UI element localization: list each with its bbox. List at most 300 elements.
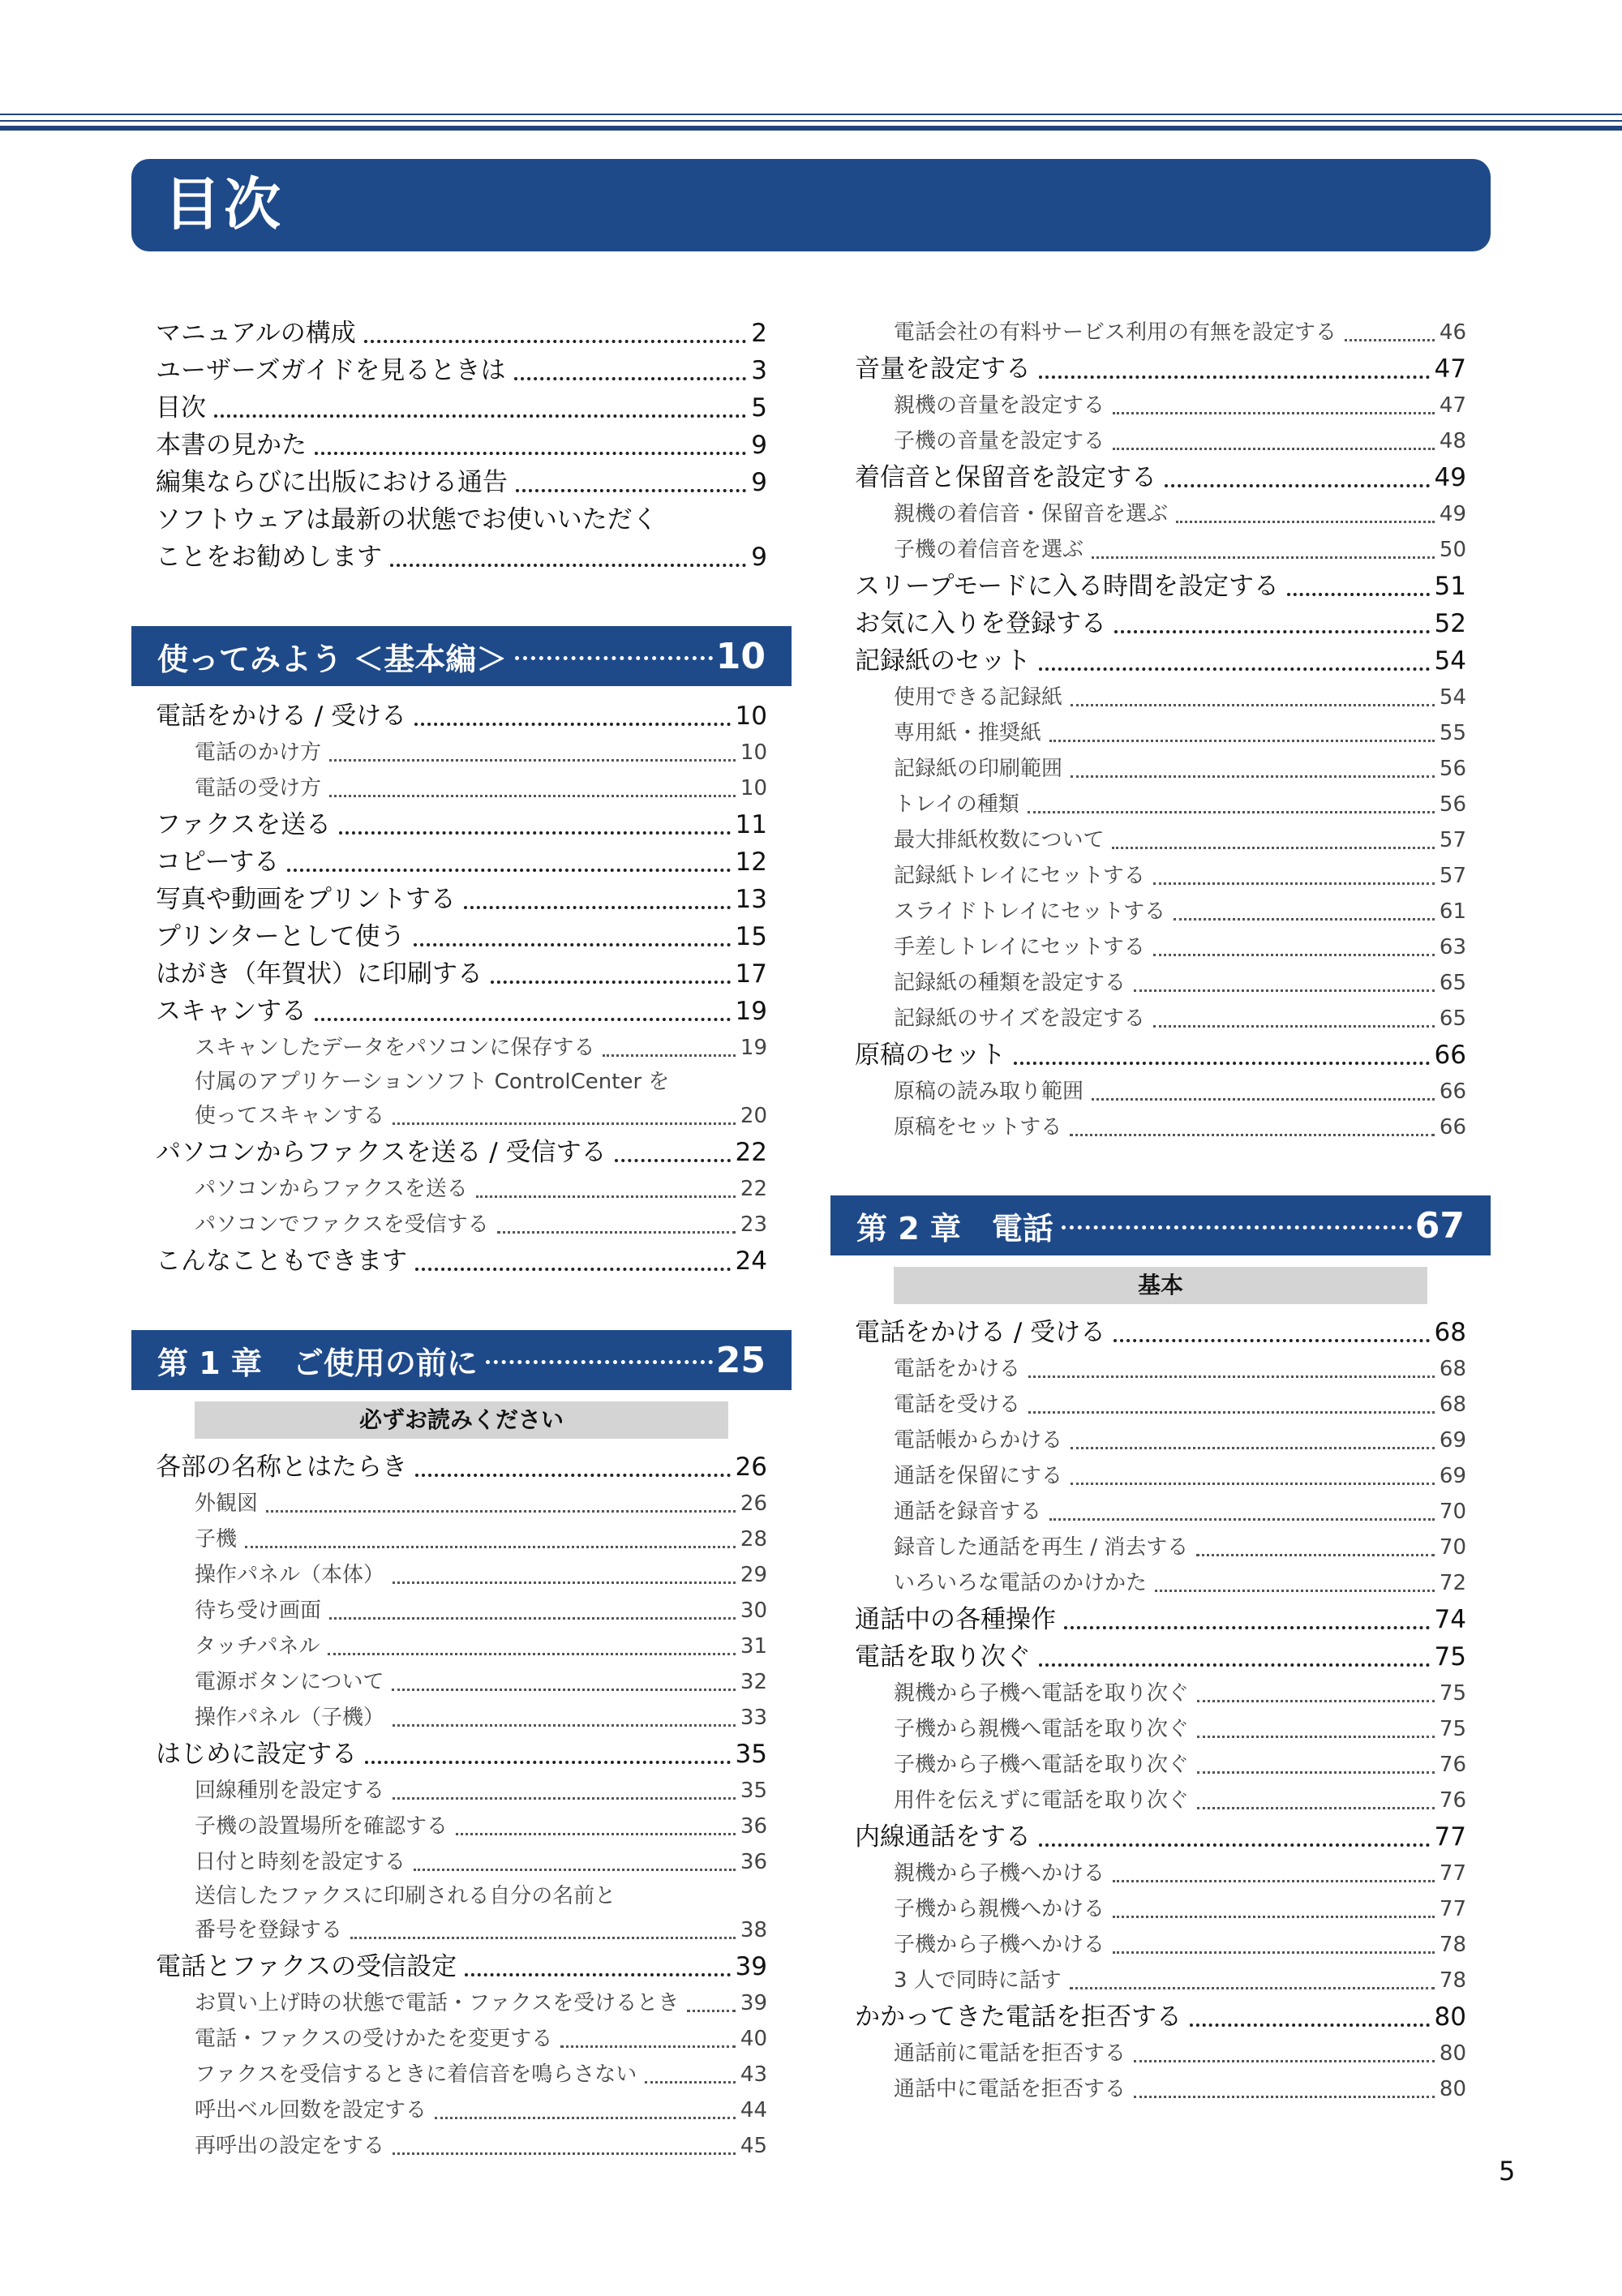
toc-entry-page: 22 bbox=[735, 1138, 767, 1167]
toc-entry-title: 原稿をセットする bbox=[894, 1115, 1062, 1139]
toc-entry-title: コピーする bbox=[156, 848, 280, 877]
toc-entry-title: マニュアルの構成 bbox=[156, 319, 356, 348]
toc-entry-title: ファクスを送る bbox=[156, 810, 332, 839]
dot-leader bbox=[514, 377, 747, 380]
toc-entry-page: 61 bbox=[1439, 899, 1466, 924]
toc-entry[interactable] bbox=[830, 388, 1491, 423]
dot-leader bbox=[1197, 1771, 1435, 1774]
toc-entry-page: 57 bbox=[1439, 864, 1466, 888]
header-rule-thin-2 bbox=[0, 120, 1622, 122]
toc-entry[interactable] bbox=[830, 1856, 1491, 1891]
toc-entry[interactable] bbox=[131, 464, 792, 501]
toc-entry[interactable] bbox=[131, 352, 792, 389]
dot-leader bbox=[1028, 811, 1435, 813]
toc-entry-title: 操作パネル（本体） bbox=[195, 1563, 385, 1587]
toc-entry-page: 39 bbox=[735, 1952, 767, 1981]
dot-leader bbox=[393, 1724, 736, 1727]
toc-entry-title: 電話を取り次ぐ bbox=[855, 1642, 1031, 1672]
dot-leader bbox=[476, 1195, 736, 1198]
section2-entries-b bbox=[131, 1948, 792, 2164]
right-entries-a bbox=[830, 315, 1491, 1145]
dot-leader bbox=[328, 1653, 735, 1655]
toc-entry-title: トレイの種類 bbox=[894, 792, 1019, 817]
toc-entry-page: 68 bbox=[1439, 1357, 1466, 1381]
toc-entry[interactable] bbox=[131, 1486, 792, 1521]
toc-entry-page: 46 bbox=[1439, 320, 1466, 345]
title-banner bbox=[131, 159, 1491, 251]
toc-entry[interactable] bbox=[131, 1098, 792, 1134]
toc-entry-page: 78 bbox=[1439, 1968, 1466, 1993]
section-title: 使ってみよう ＜基本編＞ bbox=[157, 641, 508, 677]
toc-entry[interactable] bbox=[131, 2128, 792, 2164]
toc-entry-line1: ソフトウェアは最新の状態でお使いいただく bbox=[156, 505, 658, 534]
section-page: 25 bbox=[715, 1339, 766, 1381]
toc-entry[interactable] bbox=[131, 539, 792, 576]
toc-entry-page: 19 bbox=[735, 997, 767, 1026]
toc-entry-page: 19 bbox=[740, 1036, 767, 1060]
toc-entry[interactable] bbox=[131, 993, 792, 1030]
section-header[interactable] bbox=[131, 1330, 792, 1390]
dot-leader bbox=[486, 1349, 713, 1364]
toc-entry[interactable] bbox=[131, 1809, 792, 1844]
dot-leader bbox=[1070, 1134, 1435, 1136]
toc-entry-page: 78 bbox=[1439, 1933, 1466, 1957]
dot-leader bbox=[329, 1617, 736, 1620]
toc-entry[interactable] bbox=[830, 1783, 1491, 1818]
toc-entry-title: 通話を保留にする bbox=[894, 1464, 1063, 1488]
toc-entry[interactable] bbox=[830, 1036, 1491, 1074]
toc-entry-page: 68 bbox=[1434, 1318, 1466, 1347]
toc-entry-title: 録音した通話を再生 / 消去する bbox=[894, 1535, 1189, 1560]
toc-entry-title: 子機から子機へかける bbox=[894, 1933, 1105, 1957]
toc-entry[interactable] bbox=[830, 787, 1491, 822]
toc-entry-title: 電話をかける / 受ける bbox=[855, 1318, 1106, 1347]
toc-entry[interactable] bbox=[830, 496, 1491, 532]
toc-entry[interactable] bbox=[830, 822, 1491, 858]
toc-entry-title: かかってきた電話を拒否する bbox=[855, 2002, 1182, 2032]
toc-entry-title: パソコンからファクスを送る bbox=[195, 1177, 468, 1201]
dot-leader bbox=[414, 943, 731, 946]
toc-entry[interactable] bbox=[131, 315, 792, 352]
toc-entry-page: 65 bbox=[1439, 971, 1466, 995]
dot-leader bbox=[1114, 630, 1430, 633]
toc-entry-title: 回線種別を設定する bbox=[195, 1779, 385, 1803]
toc-entry[interactable] bbox=[830, 1601, 1491, 1638]
toc-entry[interactable] bbox=[131, 1207, 792, 1242]
toc-entry[interactable] bbox=[830, 965, 1491, 1001]
toc-entry[interactable] bbox=[830, 642, 1491, 680]
toc-entry[interactable] bbox=[131, 1773, 792, 1809]
toc-entry[interactable] bbox=[131, 1700, 792, 1736]
toc-entry-title: いろいろな電話のかけかた bbox=[894, 1571, 1148, 1595]
toc-entry-title: 呼出ベル回数を設定する bbox=[195, 2098, 427, 2122]
toc-entry[interactable] bbox=[830, 1314, 1491, 1351]
toc-entry[interactable] bbox=[131, 1629, 792, 1664]
dot-leader bbox=[515, 645, 713, 660]
toc-entry-page: 44 bbox=[740, 2098, 767, 2122]
dot-leader bbox=[287, 869, 730, 872]
dot-leader bbox=[1071, 1447, 1435, 1449]
dot-leader bbox=[687, 2010, 736, 2012]
dot-leader bbox=[329, 759, 736, 762]
section-header[interactable] bbox=[830, 1195, 1491, 1255]
toc-entry-title: 記録紙のセット bbox=[855, 646, 1031, 676]
toc-entry-title: 電話会社の有料サービス利用の有無を設定する bbox=[894, 320, 1337, 345]
toc-entry-page: 63 bbox=[1439, 935, 1466, 959]
section1-entries-a bbox=[131, 697, 792, 1066]
toc-entry-page: 66 bbox=[1439, 1115, 1466, 1139]
toc-entry[interactable] bbox=[131, 1844, 792, 1880]
section3-entries bbox=[830, 1314, 1491, 2107]
toc-entry[interactable] bbox=[830, 1676, 1491, 1711]
toc-entry[interactable] bbox=[830, 1638, 1491, 1676]
toc-entry-title: お気に入りを登録する bbox=[855, 609, 1106, 638]
dot-leader bbox=[365, 1761, 731, 1764]
toc-entry[interactable] bbox=[131, 770, 792, 806]
section-title: 第 1 章 ご使用の前に bbox=[157, 1345, 478, 1381]
toc-entry-page: 66 bbox=[1439, 1079, 1466, 1104]
toc-entry[interactable] bbox=[830, 1927, 1491, 1963]
dot-leader bbox=[392, 1689, 735, 1691]
toc-entry[interactable] bbox=[830, 1998, 1491, 2036]
toc-entry-title: スキャンする bbox=[156, 997, 307, 1026]
dot-leader bbox=[456, 1833, 736, 1835]
toc-entry-title: 電源ボタンについて bbox=[195, 1670, 384, 1694]
dot-leader bbox=[315, 1018, 731, 1021]
toc-entry-page: 11 bbox=[735, 810, 767, 839]
toc-entry-line1: 送信したファクスに印刷される自分の名前と bbox=[195, 1884, 616, 1908]
dot-leader bbox=[415, 1474, 731, 1477]
dot-leader bbox=[393, 1797, 736, 1800]
dot-leader bbox=[315, 452, 746, 455]
dot-leader bbox=[1196, 1554, 1435, 1556]
toc-entry-page: 29 bbox=[740, 1563, 767, 1587]
toc-entry-page: 80 bbox=[1439, 2077, 1466, 2101]
subhead: 基本 bbox=[894, 1267, 1427, 1304]
dot-leader bbox=[1039, 1843, 1430, 1847]
toc-entry[interactable] bbox=[830, 2036, 1491, 2071]
dot-leader bbox=[1028, 1375, 1435, 1378]
toc-entry-title: 用件を伝えずに電話を取り次ぐ bbox=[894, 1788, 1190, 1813]
toc-entry-page: 35 bbox=[740, 1779, 767, 1803]
section-header[interactable] bbox=[131, 626, 792, 686]
toc-entry-page: 10 bbox=[740, 740, 767, 765]
toc-entry[interactable] bbox=[830, 532, 1491, 568]
toc-entry-page: 9 bbox=[751, 468, 767, 497]
dot-leader bbox=[1039, 376, 1430, 379]
toc-entry-page: 69 bbox=[1439, 1428, 1466, 1453]
toc-entry[interactable] bbox=[131, 2057, 792, 2092]
toc-entry-title: 操作パネル（子機） bbox=[195, 1706, 385, 1730]
toc-entry[interactable] bbox=[830, 315, 1491, 350]
toc-entry[interactable] bbox=[131, 1030, 792, 1066]
toc-entry-title: 記録紙トレイにセットする bbox=[894, 864, 1145, 888]
toc-entry[interactable] bbox=[131, 1664, 792, 1700]
toc-entry[interactable] bbox=[131, 1557, 792, 1593]
toc-entry[interactable] bbox=[131, 389, 792, 427]
toc-entry-title: 電話とファクスの受信設定 bbox=[156, 1952, 457, 1981]
toc-entry-page: 70 bbox=[1439, 1500, 1466, 1524]
dot-leader bbox=[1134, 989, 1435, 992]
toc-entry-page: 55 bbox=[1439, 721, 1466, 745]
toc-entry[interactable] bbox=[131, 1171, 792, 1207]
toc-entry[interactable] bbox=[830, 751, 1491, 787]
toc-entry-title: 子機から親機へかける bbox=[894, 1897, 1105, 1921]
toc-entry[interactable] bbox=[830, 1387, 1491, 1423]
toc-entry[interactable] bbox=[131, 1736, 792, 1773]
toc-entry-page: 77 bbox=[1439, 1861, 1466, 1886]
toc-entry-page: 80 bbox=[1439, 2041, 1466, 2066]
toc-entry-title: 電話・ファクスの受けかたを変更する bbox=[195, 2027, 553, 2051]
toc-entry-title: 子機の音量を設定する bbox=[894, 429, 1105, 453]
spacer bbox=[830, 1145, 1491, 1171]
dot-leader bbox=[414, 723, 730, 726]
toc-entry-page: 9 bbox=[751, 543, 767, 572]
toc-entry-title: プリンターとして使う bbox=[156, 922, 406, 951]
toc-entry-page: 22 bbox=[740, 1177, 767, 1201]
dot-leader bbox=[1112, 847, 1434, 849]
toc-entry-page: 23 bbox=[740, 1212, 767, 1237]
toc-entry-page: 10 bbox=[740, 776, 767, 800]
toc-entry[interactable] bbox=[830, 1530, 1491, 1565]
toc-entry-page: 76 bbox=[1439, 1788, 1466, 1813]
toc-entry[interactable] bbox=[830, 1565, 1491, 1601]
toc-entry-page: 72 bbox=[1439, 1571, 1466, 1595]
dot-leader bbox=[1134, 2096, 1435, 2098]
toc-entry[interactable] bbox=[131, 1593, 792, 1629]
dot-leader bbox=[1176, 521, 1435, 523]
toc-entry[interactable] bbox=[131, 918, 792, 955]
toc-entry-page: 40 bbox=[740, 2027, 767, 2051]
toc-entry-title: 原稿の読み取り範囲 bbox=[894, 1079, 1084, 1104]
toc-entry-title: 目次 bbox=[156, 393, 206, 423]
toc-entry-title: 電話をかける / 受ける bbox=[156, 702, 407, 731]
dot-leader bbox=[245, 1546, 736, 1548]
toc-entry-title: 手差しトレイにセットする bbox=[894, 935, 1145, 959]
toc-entry[interactable] bbox=[830, 423, 1491, 459]
dot-leader bbox=[1155, 1590, 1435, 1592]
dot-leader bbox=[1113, 448, 1435, 450]
toc-entry[interactable] bbox=[131, 735, 792, 770]
dot-leader bbox=[1092, 1098, 1435, 1101]
toc-entry-page: 49 bbox=[1434, 463, 1466, 492]
dot-leader bbox=[1039, 667, 1430, 671]
dot-leader bbox=[603, 1054, 735, 1057]
dot-leader bbox=[1190, 2023, 1430, 2027]
toc-entry-title: 通話中の各種操作 bbox=[855, 1605, 1056, 1634]
dot-leader bbox=[1039, 1663, 1430, 1667]
toc-entry[interactable] bbox=[131, 2092, 792, 2128]
dot-leader bbox=[415, 1268, 731, 1271]
toc-entry[interactable] bbox=[830, 1818, 1491, 1856]
toc-entry-page: 28 bbox=[740, 1527, 767, 1551]
toc-entry-title: パソコンからファクスを送る / 受信する bbox=[156, 1138, 607, 1167]
dot-leader bbox=[1197, 1807, 1435, 1809]
toc-entry-page: 39 bbox=[740, 1991, 767, 2015]
toc-entry-page: 75 bbox=[1439, 1681, 1466, 1706]
toc-entry-page: 30 bbox=[740, 1599, 767, 1623]
toc-entry-page: 77 bbox=[1439, 1897, 1466, 1921]
toc-entry-title: 音量を設定する bbox=[855, 354, 1031, 384]
dot-leader bbox=[1174, 918, 1435, 921]
toc-entry-page: 54 bbox=[1434, 646, 1466, 676]
toc-entry-page: 36 bbox=[740, 1814, 767, 1839]
toc-entry[interactable] bbox=[131, 1521, 792, 1557]
toc-entry-title: 外観図 bbox=[195, 1491, 259, 1516]
dot-leader bbox=[465, 1973, 730, 1976]
toc-entry[interactable] bbox=[830, 459, 1491, 496]
toc-entry[interactable] bbox=[131, 1912, 792, 1948]
dot-leader bbox=[1071, 775, 1435, 778]
toc-entry-page: 26 bbox=[735, 1453, 767, 1482]
toc-entry[interactable] bbox=[830, 1458, 1491, 1494]
toc-entry-page: 77 bbox=[1434, 1822, 1466, 1852]
toc-entry[interactable] bbox=[830, 1074, 1491, 1109]
toc-entry-page: 17 bbox=[735, 959, 767, 989]
section1-entries-b bbox=[131, 1134, 792, 1280]
toc-entry-title: 記録紙のサイズを設定する bbox=[894, 1006, 1145, 1031]
toc-entry-page: 38 bbox=[740, 1918, 767, 1942]
dot-leader bbox=[1113, 1880, 1435, 1882]
dot-leader bbox=[390, 564, 746, 567]
toc-entry[interactable] bbox=[830, 1891, 1491, 1927]
header-rule-thick bbox=[0, 126, 1622, 131]
toc-entry[interactable] bbox=[830, 1109, 1491, 1145]
toc-entry-title: 通話を録音する bbox=[894, 1500, 1042, 1524]
dot-leader bbox=[214, 414, 746, 418]
dot-leader bbox=[516, 489, 746, 492]
toc-entry[interactable] bbox=[830, 1747, 1491, 1783]
toc-entry[interactable] bbox=[131, 1985, 792, 2021]
toc-entry-title: 日付と時刻を設定する bbox=[195, 1850, 406, 1874]
toc-entry[interactable] bbox=[131, 2021, 792, 2057]
toc-entry-title: 記録紙の種類を設定する bbox=[894, 971, 1126, 995]
section2-entries-a bbox=[131, 1448, 792, 1880]
toc-entry-title: 最大排紙枚数について bbox=[894, 828, 1105, 852]
toc-entry[interactable] bbox=[131, 955, 792, 993]
toc-entry-title: 原稿のセット bbox=[855, 1041, 1006, 1070]
toc-entry[interactable] bbox=[830, 350, 1491, 388]
toc-entry[interactable] bbox=[830, 1351, 1491, 1387]
dot-leader bbox=[1345, 339, 1435, 341]
spacer bbox=[131, 1280, 792, 1306]
toc-entry[interactable] bbox=[830, 605, 1491, 642]
dot-leader bbox=[364, 340, 747, 343]
toc-entry[interactable] bbox=[830, 1423, 1491, 1458]
subhead: 必ずお読みください bbox=[195, 1401, 728, 1439]
toc-entry[interactable] bbox=[131, 1448, 792, 1486]
toc-entry[interactable] bbox=[830, 894, 1491, 929]
toc-entry-title: お買い上げ時の状態で電話・ファクスを受けるとき bbox=[195, 1991, 680, 2015]
toc-entry-title: はじめに設定する bbox=[156, 1740, 357, 1769]
toc-entry-title: スキャンしたデータをパソコンに保存する bbox=[195, 1036, 595, 1060]
toc-entry[interactable] bbox=[830, 1001, 1491, 1036]
toc-entry-title: ユーザーズガイドを見るときは bbox=[156, 356, 506, 385]
dot-leader bbox=[491, 981, 731, 984]
toc-entry-page: 5 bbox=[751, 393, 767, 423]
toc-entry-title: こんなこともできます bbox=[156, 1247, 407, 1276]
toc-entry-page: 52 bbox=[1434, 609, 1466, 638]
toc-entry[interactable] bbox=[131, 1948, 792, 1985]
toc-entry-title: 子機から子機へ電話を取り次ぐ bbox=[894, 1753, 1190, 1777]
toc-entry-title: ファクスを受信するときに着信音を鳴らさない bbox=[195, 2062, 637, 2087]
page-number: 5 bbox=[1499, 2156, 1516, 2187]
toc-entry[interactable] bbox=[131, 1134, 792, 1171]
toc-entry-title: 親機の着信音・保留音を選ぶ bbox=[894, 502, 1169, 526]
toc-entry-page: 80 bbox=[1434, 2002, 1466, 2032]
dot-leader bbox=[1028, 1411, 1435, 1414]
toc-entry-title: 番号を登録する bbox=[195, 1918, 343, 1942]
dot-leader bbox=[1070, 1987, 1435, 1989]
toc-entry[interactable] bbox=[131, 697, 792, 735]
toc-entry[interactable] bbox=[830, 1963, 1491, 1998]
toc-entry-page: 47 bbox=[1434, 354, 1466, 384]
dot-leader bbox=[1113, 1951, 1435, 1954]
toc-entry-title: 電話のかけ方 bbox=[195, 740, 322, 765]
toc-entry[interactable] bbox=[131, 427, 792, 464]
toc-entry[interactable] bbox=[131, 881, 792, 918]
dot-leader bbox=[615, 1159, 731, 1162]
toc-entry[interactable] bbox=[830, 715, 1491, 751]
toc-entry[interactable] bbox=[131, 1242, 792, 1280]
dot-leader bbox=[393, 1122, 736, 1125]
toc-entry-title: 電話を受ける bbox=[894, 1393, 1021, 1417]
toc-entry-title: 内線通話をする bbox=[855, 1822, 1031, 1852]
dot-leader bbox=[1114, 1339, 1429, 1342]
toc-entry[interactable] bbox=[830, 2071, 1491, 2107]
toc-entry[interactable] bbox=[830, 1711, 1491, 1747]
toc-entry-page: 66 bbox=[1434, 1041, 1466, 1070]
dot-leader bbox=[1134, 2060, 1435, 2062]
dot-leader bbox=[1071, 1483, 1435, 1485]
toc-entry-page: 31 bbox=[740, 1634, 767, 1659]
toc-entry-page: 24 bbox=[735, 1247, 767, 1276]
dot-leader bbox=[1197, 1736, 1435, 1738]
toc-entry-title: 使用できる記録紙 bbox=[894, 685, 1063, 710]
dot-leader bbox=[1153, 954, 1435, 956]
dot-leader bbox=[497, 1231, 736, 1234]
toc-entry-page: 45 bbox=[740, 2134, 767, 2158]
toc-entry-title: 親機から子機へかける bbox=[894, 1861, 1105, 1886]
toc-entry-page: 48 bbox=[1439, 429, 1466, 453]
dot-leader bbox=[414, 1869, 736, 1871]
toc-entry[interactable] bbox=[131, 806, 792, 843]
toc-entry-title: タッチパネル bbox=[195, 1634, 320, 1659]
toc-entry[interactable] bbox=[830, 929, 1491, 965]
toc-entry-page: 65 bbox=[1439, 1006, 1466, 1031]
toc-entry[interactable] bbox=[830, 1494, 1491, 1530]
dot-leader bbox=[393, 2152, 736, 2155]
toc-entry-title: はがき（年賀状）に印刷する bbox=[156, 959, 483, 989]
toc-entry[interactable] bbox=[131, 843, 792, 881]
toc-entry-page: 54 bbox=[1439, 685, 1466, 710]
toc-entry-page: 56 bbox=[1439, 757, 1466, 781]
spacer bbox=[131, 576, 792, 602]
toc-entry[interactable] bbox=[830, 858, 1491, 894]
toc-entry-page: 49 bbox=[1439, 502, 1466, 526]
dot-leader bbox=[350, 1937, 736, 1939]
dot-leader bbox=[464, 906, 731, 909]
header-rule-thin-1 bbox=[0, 114, 1622, 115]
toc-entry[interactable] bbox=[830, 680, 1491, 715]
toc-entry-page: 15 bbox=[735, 922, 767, 951]
toc-entry-page: 20 bbox=[740, 1104, 767, 1128]
toc-entry[interactable] bbox=[830, 568, 1491, 605]
toc-entry-page: 12 bbox=[735, 848, 767, 877]
toc-entry-page: 32 bbox=[740, 1670, 767, 1694]
dot-leader bbox=[1153, 1025, 1435, 1028]
toc-entry-title: 着信音と保留音を設定する bbox=[855, 463, 1156, 492]
